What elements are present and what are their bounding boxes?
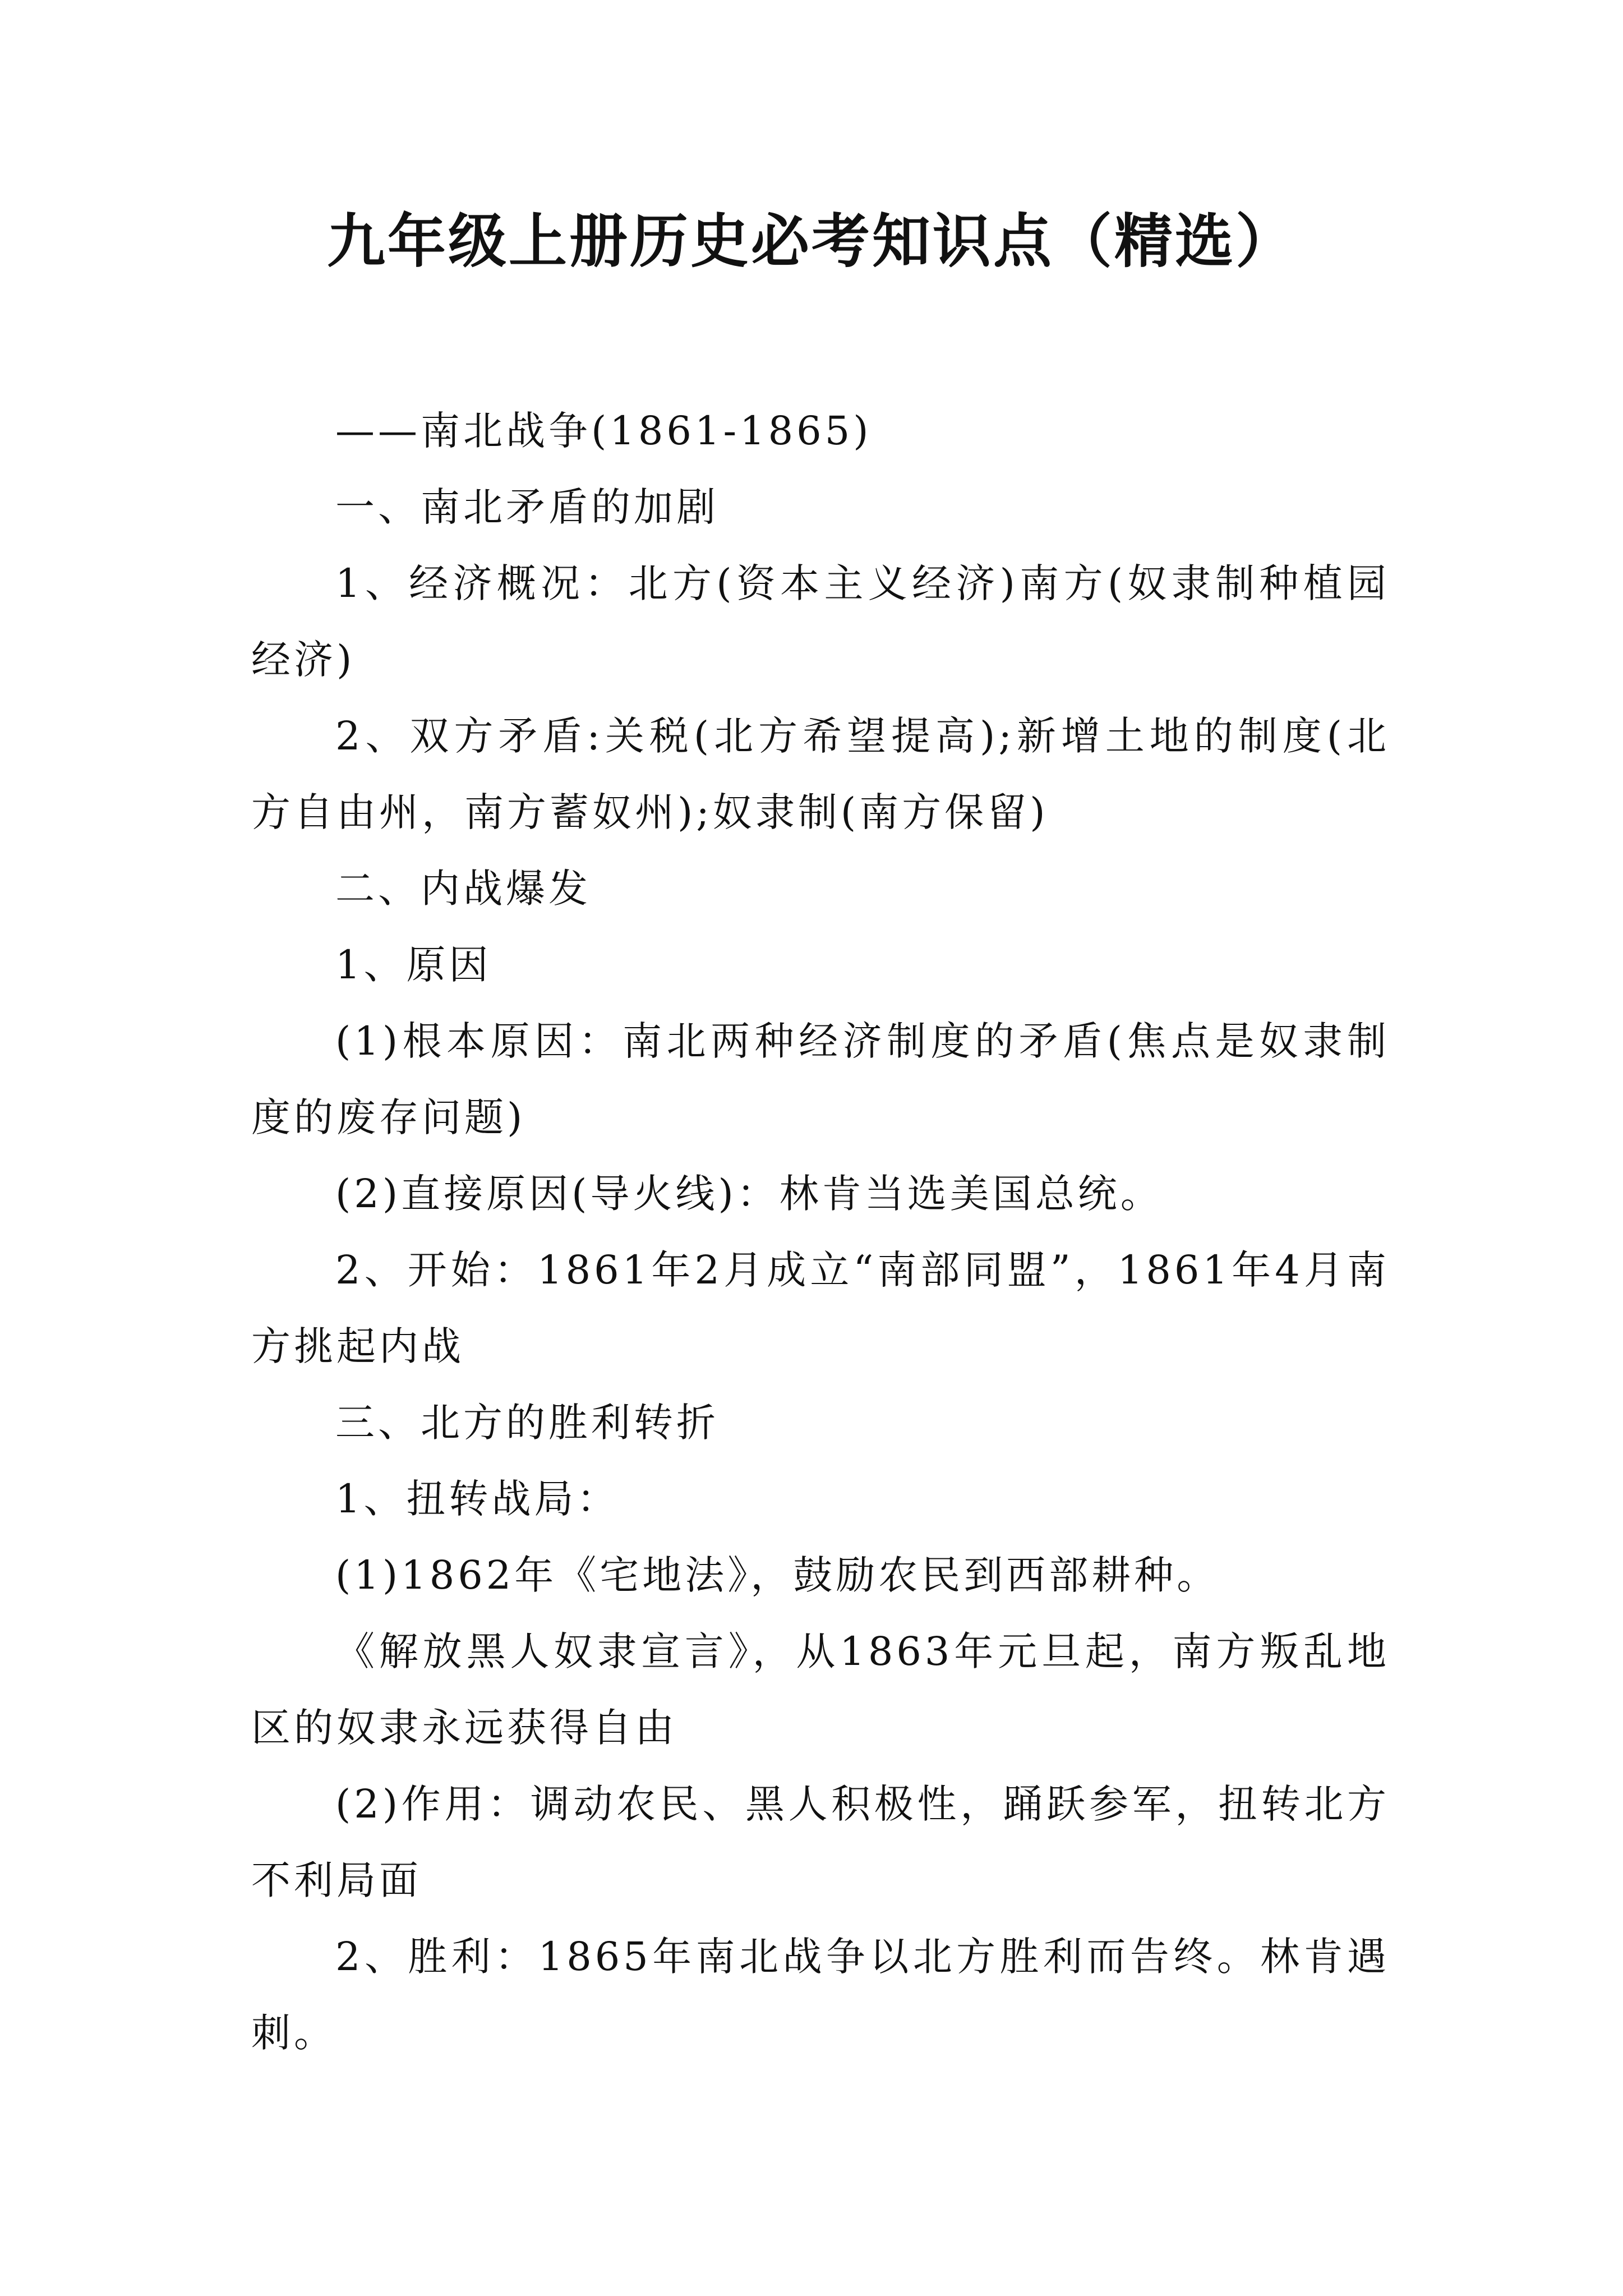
paragraph-effect: (2)作用：调动农民、黑人积极性，踊跃参军，扭转北方不利局面 [251, 1781, 1390, 1903]
paragraph-victory: 2、胜利：1865年南北战争以北方胜利而告终。林肯遇刺。 [251, 1934, 1390, 2056]
paragraph-root-cause: (1)根本原因：南北两种经济制度的矛盾(焦点是奴隶制度的废存问题) [251, 1018, 1390, 1140]
paragraph-start: 2、开始：1861年2月成立“南部同盟”，1861年4月南方挑起内战 [251, 1247, 1390, 1369]
paragraph-direct-cause: (2)直接原因(导火线)：林肯当选美国总统。 [335, 1171, 1163, 1217]
paragraph-causes-heading: 1、原因 [335, 942, 492, 988]
paragraph-economy: 1、经济概况：北方(资本主义经济)南方(奴隶制种植园经济) [251, 560, 1390, 683]
section-heading-civil-war: ——南北战争(1861-1865) [335, 408, 872, 454]
paragraph-emancipation: 《解放黑人奴隶宣言》，从1863年元旦起，南方叛乱地区的奴隶永远获得自由 [251, 1628, 1390, 1751]
paragraph-turn-tide: 1、扭转战局： [335, 1476, 620, 1522]
heading-north-victory: 三、北方的胜利转折 [335, 1400, 719, 1446]
paragraph-conflicts: 2、双方矛盾:关税(北方希望提高);新增土地的制度(北方自由州，南方蓄奴州);奴隶制(南方保留) [251, 713, 1390, 835]
heading-conflict-intensify: 一、南北矛盾的加剧 [335, 484, 719, 530]
heading-war-outbreak: 二、内战爆发 [335, 866, 591, 912]
document-title: 九年级上册历史必考知识点（精选） [326, 206, 1296, 275]
paragraph-homestead-act: (1)1862年《宅地法》，鼓励农民到西部耕种。 [335, 1552, 1220, 1598]
document-body [251, 393, 1390, 2071]
